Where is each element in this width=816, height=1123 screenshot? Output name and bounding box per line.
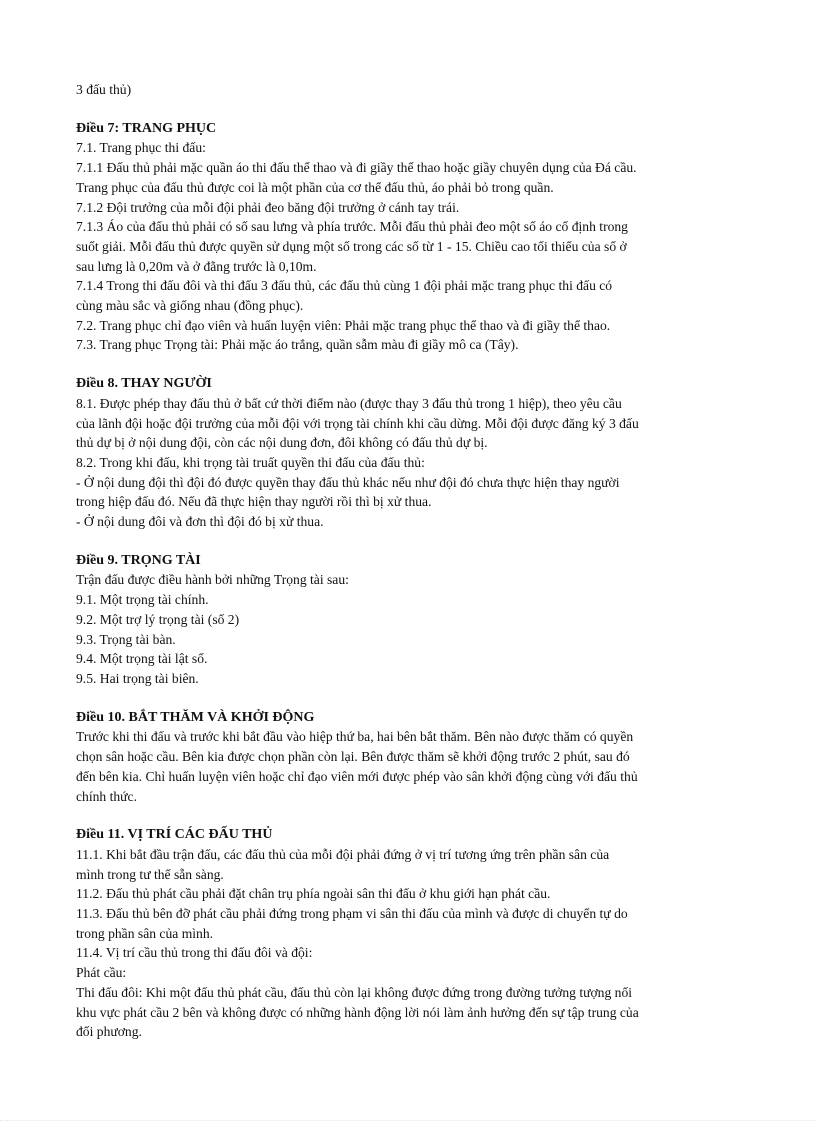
paragraph-line: sau lưng là 0,20m và ở đằng trước là 0,10m. bbox=[76, 258, 317, 274]
paragraph-line: 9.1. Một trọng tài chính. bbox=[76, 592, 209, 608]
section-dieu-11 bbox=[76, 825, 744, 1042]
paragraph-line: 8.2. Trong khi đấu, khi trọng tài truất quyền thi đấu của đấu thủ: bbox=[76, 454, 425, 470]
paragraph-line: chính thức. bbox=[76, 788, 137, 804]
paragraph-line: Trận đấu được điều hành bởi những Trọng tài sau: bbox=[76, 572, 349, 588]
paragraph-line: chọn sân hoặc cầu. Bên kia được chọn phần còn lại. Bên được thăm sẽ khởi động trước 2 phút, sau đó bbox=[76, 749, 630, 765]
paragraph-line: 7.3. Trang phục Trọng tài: Phải mặc áo trắng, quần sẫm màu đi giầy mô ca (Tây). bbox=[76, 337, 519, 353]
paragraph-line: khu vực phát cầu 2 bên và không được có những hành động lời nói làm ảnh hưởng đến sự tập trung của bbox=[76, 1004, 639, 1020]
page-bottom-border bbox=[0, 1120, 816, 1121]
section-heading: Điều 11. VỊ TRÍ CÁC ĐẤU THỦ bbox=[76, 827, 273, 843]
paragraph-line: 9.3. Trọng tài bàn. bbox=[76, 631, 176, 647]
paragraph-line: mình trong tư thế sẵn sàng. bbox=[76, 866, 224, 882]
section-heading: Điều 8. THAY NGƯỜI bbox=[76, 376, 212, 392]
paragraph-line: 8.1. Được phép thay đấu thủ ở bất cứ thời điểm nào (được thay 3 đấu thủ trong 1 hiệp), theo yêu cầu bbox=[76, 395, 622, 411]
intro-line: 3 đấu thủ) bbox=[76, 82, 132, 97]
paragraph-line: 9.5. Hai trọng tài biên. bbox=[76, 670, 199, 686]
paragraph-line: Phát cầu: bbox=[76, 965, 127, 981]
paragraph-line: Trang phục của đấu thủ được coi là một phần của cơ thể đấu thủ, áo phải bỏ trong quần. bbox=[76, 179, 554, 195]
paragraph-line: thủ dự bị ở nội dung đội, còn các nội dung đơn, đôi không có đấu thủ dự bị. bbox=[76, 435, 488, 451]
paragraph-line: 7.1.3 Áo của đấu thủ phải có số sau lưng và phía trước. Mỗi đấu thủ phải đeo một số áo cố định trong bbox=[76, 219, 628, 235]
paragraph-line: 7.1. Trang phục thi đấu: bbox=[76, 140, 206, 156]
section-heading: Điều 10. BẮT THĂM VÀ KHỞI ĐỘNG bbox=[76, 709, 315, 725]
section-dieu-10 bbox=[76, 708, 744, 807]
paragraph-line: 7.1.2 Đội trưởng của mỗi đội phải đeo băng đội trưởng ở cánh tay trái. bbox=[76, 199, 460, 215]
paragraph-line: trong hiệp đấu đó. Nếu đã thực hiện thay người rồi thì bị xử thua. bbox=[76, 494, 432, 510]
paragraph-line: cùng màu sắc và giống nhau (đồng phục). bbox=[76, 298, 304, 314]
section-dieu-9 bbox=[76, 551, 744, 689]
paragraph-line: đến bên kia. Chỉ huấn luyện viên hoặc chỉ đạo viên mới được phép vào sân khởi động cùng với đấu thủ bbox=[76, 768, 638, 784]
paragraph-line: đối phương. bbox=[76, 1024, 142, 1040]
paragraph-line: 11.4. Vị trí cầu thủ trong thi đấu đôi và đội: bbox=[76, 945, 313, 961]
paragraph-line: - Ở nội dung đôi và đơn thì đội đó bị xử thua. bbox=[76, 514, 324, 530]
paragraph-line: suốt giải. Mỗi đấu thủ được quyền sử dụng một số trong các số từ 1 - 15. Chiều cao tối thiểu của số ở bbox=[76, 238, 627, 254]
paragraph-line: - Ở nội dung đội thì đội đó được quyền thay đấu thủ khác nếu như đội đó chưa thực hiện thay người bbox=[76, 474, 620, 490]
paragraph-line: 11.2. Đấu thủ phát cầu phải đặt chân trụ phía ngoài sân thi đấu ở khu giới hạn phát cầu. bbox=[76, 886, 551, 902]
paragraph-line: 7.1.4 Trong thi đấu đôi và thi đấu 3 đấu thủ, các đấu thủ cùng 1 đội phải mặc trang phục thi đấu có bbox=[76, 278, 613, 294]
paragraph-line: của lãnh đội hoặc đội trưởng của mỗi đội với trọng tài chính khi cầu dừng. Mỗi đội được đăng ký 3 đấu bbox=[76, 415, 639, 431]
paragraph-line: Thi đấu đôi: Khi một đấu thủ phát cầu, đấu thủ còn lại không được đứng trong đường tưởng tượng nối bbox=[76, 984, 633, 1000]
paragraph-line: 7.1.1 Đấu thủ phải mặc quần áo thi đấu thể thao và đi giầy thể thao hoặc giầy chuyên dụng của Đá cầu. bbox=[76, 160, 637, 176]
paragraph-line: 9.4. Một trọng tài lật số. bbox=[76, 651, 208, 667]
paragraph-line: trong phần sân của mình. bbox=[76, 925, 214, 941]
paragraph-line: 9.2. Một trợ lý trọng tài (số 2) bbox=[76, 611, 240, 627]
paragraph-line: 7.2. Trang phục chỉ đạo viên và huấn luyện viên: Phải mặc trang phục thể thao và đi giầy thể thao. bbox=[76, 317, 611, 333]
section-dieu-7 bbox=[76, 119, 744, 355]
paragraph-line: 11.1. Khi bắt đầu trận đấu, các đấu thủ của mỗi đội phải đứng ở vị trí tương ứng trên phần sân của bbox=[76, 846, 610, 862]
paragraph-line: 11.3. Đấu thủ bên đỡ phát cầu phải đứng trong phạm vi sân thi đấu của mình và được di chuyển tự do bbox=[76, 906, 628, 922]
section-heading: Điều 9. TRỌNG TÀI bbox=[76, 552, 201, 568]
paragraph-line: Trước khi thi đấu và trước khi bắt đầu vào hiệp thứ ba, hai bên bắt thăm. Bên nào được thăm có quyền bbox=[76, 729, 634, 745]
section-dieu-8 bbox=[76, 374, 744, 532]
section-heading: Điều 7: TRANG PHỤC bbox=[76, 120, 217, 136]
document-body bbox=[76, 80, 744, 1042]
